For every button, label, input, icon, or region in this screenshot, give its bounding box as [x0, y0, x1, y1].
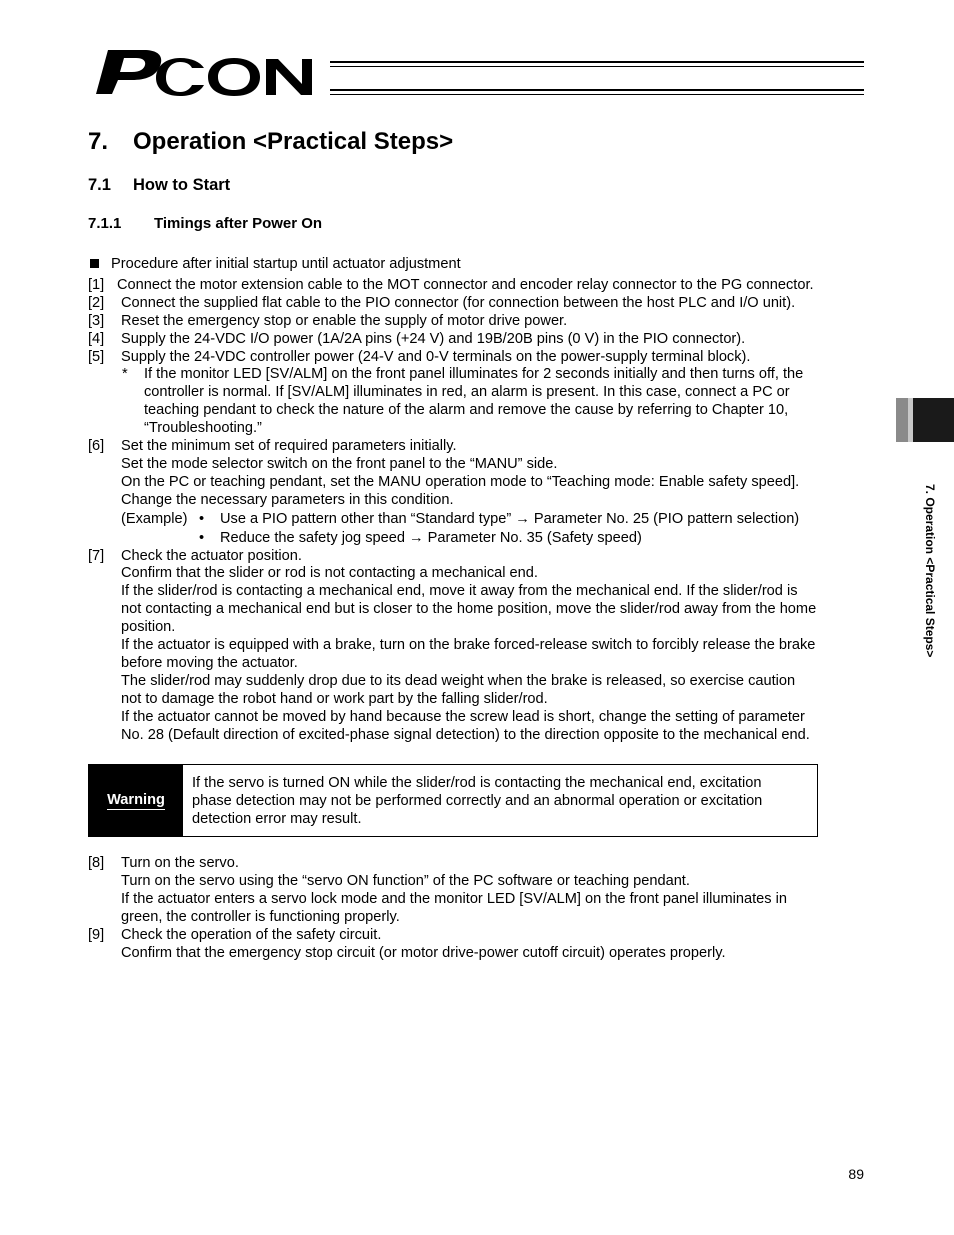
- pcon-logo: [94, 44, 334, 96]
- step-tag: [1]: [88, 276, 105, 293]
- header-rule: [330, 89, 864, 91]
- step-text: before moving the actuator.: [121, 654, 298, 671]
- step-text: Connect the motor extension cable to the MOT connector and encoder relay connector to the PG connector.: [117, 276, 814, 293]
- procedure-heading: Procedure after initial startup until actuator adjustment: [88, 256, 868, 274]
- page-number: 89: [848, 1166, 864, 1182]
- step-text: Turn on the servo.: [121, 855, 239, 871]
- step-text: If the actuator is equipped with a brake, turn on the brake forced-release switch to forcibly release the brake: [121, 637, 816, 654]
- step-tag: [3]: [88, 312, 105, 329]
- step-1: [88, 277, 868, 295]
- step-tag: [6]: [88, 438, 105, 455]
- step-2: [88, 295, 868, 313]
- step-text: Set the minimum set of required parameters initially.: [121, 438, 457, 455]
- step-text: Check the operation of the safety circuit.: [121, 926, 382, 943]
- example-text: Use a PIO pattern other than “Standard type” → Parameter No. 25 (PIO pattern selection): [220, 510, 800, 527]
- step-text: Set the mode selector switch on the front panel to the “MANU” side.: [121, 455, 558, 472]
- header-rule: [330, 94, 864, 95]
- header-rule: [330, 66, 864, 67]
- step-7: [88, 548, 868, 566]
- square-bullet-icon: [90, 259, 99, 268]
- subsection-heading: [88, 215, 322, 232]
- section-heading: [88, 176, 230, 195]
- step-text: Confirm that the emergency stop circuit (or motor drive-power cutoff circuit) operates properly.: [121, 944, 726, 961]
- warning-label: Warning: [89, 765, 183, 836]
- section-title: How to Start: [133, 176, 231, 194]
- step-text: If the slider/rod is contacting a mechanical end, move it away from the mechanical end. If the slider/rod is: [121, 583, 798, 600]
- step-5: [88, 349, 868, 367]
- note-line: controller is normal. If [SV/ALM] illuminates in red, an alarm is present. In this case, connect a PC or: [144, 384, 790, 401]
- procedure-body-continued: [88, 855, 868, 962]
- asterisk-marker: *: [122, 366, 128, 383]
- step-text: not contacting a mechanical end but is closer to the home position, move the slider/rod away from the home: [121, 601, 817, 618]
- warning-box: [88, 764, 818, 837]
- warning-line: detection error may result.: [192, 810, 362, 827]
- step-text: If the actuator enters a servo lock mode and the monitor LED [SV/ALM] on the front panel illuminates in: [121, 890, 787, 907]
- note-line: “Troubleshooting.”: [144, 420, 262, 437]
- subsection-number: 7.1.1: [88, 215, 122, 232]
- bullet-icon: •: [199, 510, 205, 527]
- step-text: green, the controller is functioning properly.: [121, 908, 400, 925]
- step-9: [88, 927, 868, 945]
- chapter-heading: [88, 128, 453, 156]
- subsection-title: Timings after Power On: [154, 215, 323, 232]
- note-line: If the monitor LED [SV/ALM] on the front panel illuminates for 2 seconds initially and then turns off, the: [144, 366, 804, 383]
- step-text: The slider/rod may suddenly drop due to its dead weight when the brake is released, so exercise caution: [121, 672, 796, 689]
- chapter-title: Operation <Practical Steps>: [133, 128, 454, 155]
- example-label: (Example): [121, 510, 188, 527]
- step-text: Check the actuator position.: [121, 547, 302, 564]
- step-text: On the PC or teaching pendant, set the MANU operation mode to “Teaching mode: Enable safety speed].: [121, 473, 800, 490]
- side-tab-label: 7. Operation <Practical Steps>: [923, 484, 937, 658]
- warning-line: If the servo is turned ON while the slider/rod is contacting the mechanical end, excitation: [192, 775, 762, 791]
- step-4: [88, 331, 868, 349]
- step-tag: [8]: [88, 855, 105, 871]
- step-text: position.: [121, 619, 176, 636]
- warning-line: phase detection may not be performed correctly and an abnormal operation or excitation: [192, 792, 763, 809]
- step-text: No. 28 (Default direction of excited-phase signal detection) to the direction opposite to the mechanical end.: [121, 726, 810, 743]
- step-text: Supply the 24-VDC controller power (24-V and 0-V terminals on the power-supply terminal block).: [121, 348, 751, 365]
- step-tag: [9]: [88, 926, 105, 943]
- step-tag: [5]: [88, 348, 105, 365]
- step-text: If the actuator cannot be moved by hand because the screw lead is short, change the setting of parameter: [121, 708, 805, 725]
- note-line: teaching pendant to check the nature of the alarm and remove the cause by referring to Chapter 10,: [144, 402, 789, 419]
- step-tag: [4]: [88, 330, 105, 347]
- step-text: Supply the 24-VDC I/O power (1A/2A pins (+24 V) and 19B/20B pins (0 V) in the PIO connector).: [121, 330, 746, 347]
- example-text: Reduce the safety jog speed → Parameter No. 35 (Safety speed): [220, 529, 642, 546]
- step-5-note: [88, 366, 868, 438]
- bullet-icon: •: [199, 529, 205, 546]
- section-number: 7.1: [88, 176, 111, 194]
- step-6: [88, 438, 868, 456]
- chapter-side-tab: [896, 398, 954, 442]
- step-text: Reset the emergency stop or enable the supply of motor drive power.: [121, 312, 568, 329]
- example-line: [88, 511, 868, 529]
- step-text: Change the necessary parameters in this condition.: [121, 491, 454, 508]
- step-tag: [7]: [88, 547, 105, 564]
- example-line: [88, 530, 868, 548]
- step-text: Turn on the servo using the “servo ON function” of the PC software or teaching pendant.: [121, 872, 690, 889]
- step-8: [88, 855, 868, 873]
- step-tag: [2]: [88, 294, 105, 311]
- step-text: Confirm that the slider or rod is not contacting a mechanical end.: [121, 565, 538, 582]
- procedure-body: [88, 256, 868, 744]
- warning-text: [192, 775, 762, 829]
- header-rule: [330, 61, 864, 63]
- step-text: not to damage the robot hand or work part by the falling slider/rod.: [121, 690, 548, 707]
- step-3: [88, 313, 868, 331]
- chapter-number: 7.: [88, 128, 109, 155]
- step-text: Connect the supplied flat cable to the PIO connector (for connection between the host PLC and I/O unit).: [121, 294, 796, 311]
